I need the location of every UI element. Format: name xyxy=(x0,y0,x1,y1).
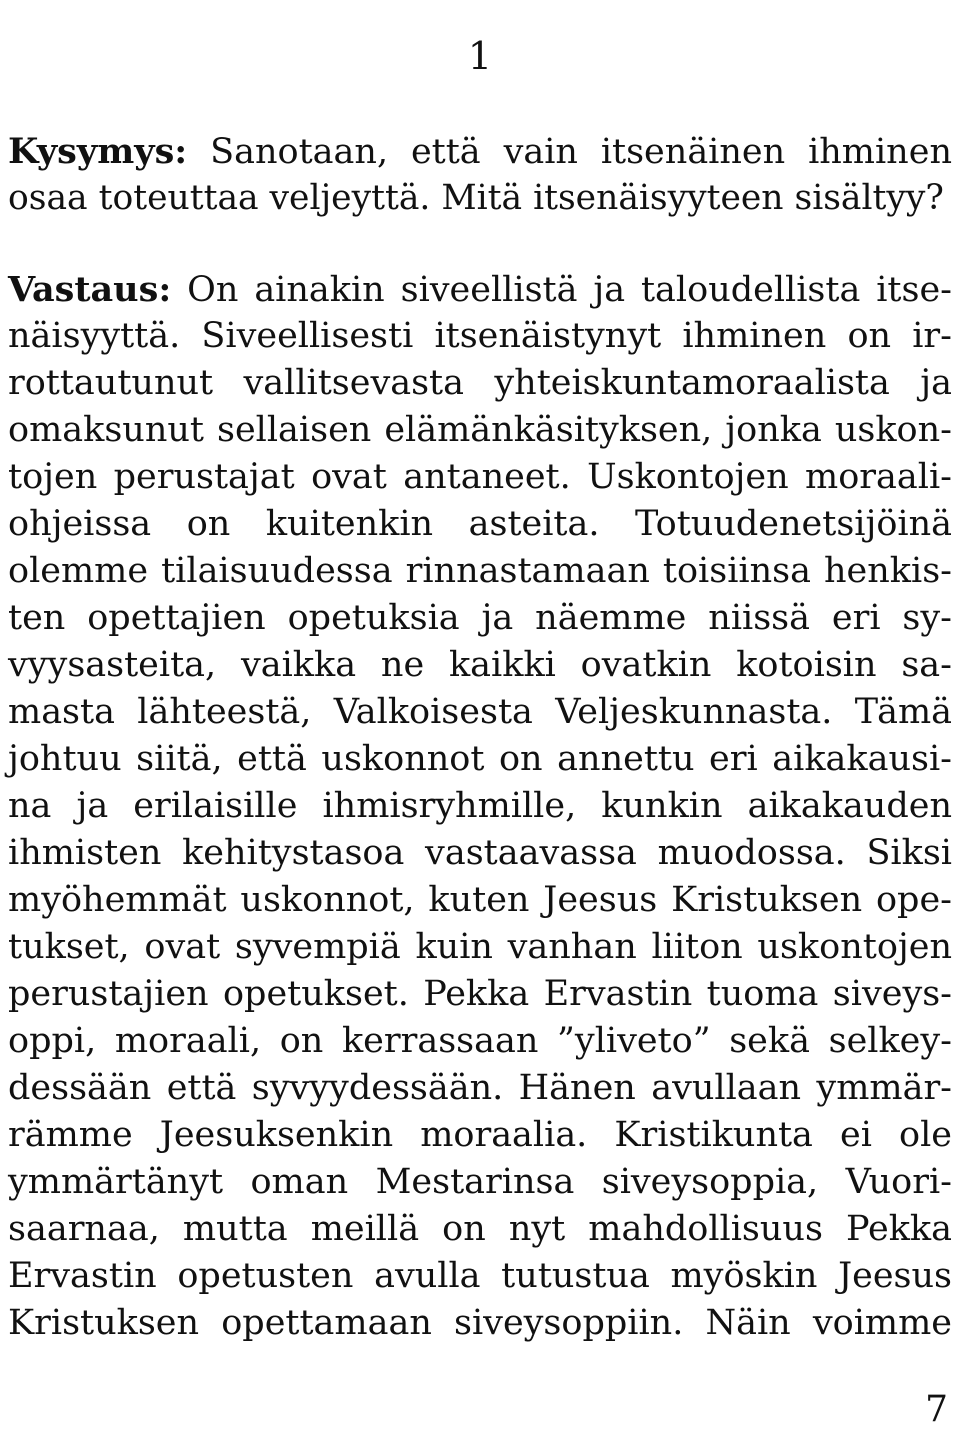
answer-line: tojen perustajat ovat antaneet. Uskontojen moraali- xyxy=(8,457,952,497)
answer-line: perustajien opetukset. Pekka Ervastin tuoma siveys- xyxy=(8,974,952,1014)
answer-line: Kristuksen opettamaan siveysoppiin. Näin voimme xyxy=(8,1303,952,1343)
answer-line: Ervastin opetusten avulla tutustua myöskin Jeesus xyxy=(8,1256,952,1296)
page-number-top: 1 xyxy=(467,34,493,78)
answer-line: myöhemmät uskonnot, kuten Jeesus Kristuksen ope- xyxy=(8,880,952,920)
answer-line: dessään että syvyydessään. Hänen avullaan ymmär- xyxy=(8,1068,952,1108)
question-paragraph xyxy=(8,128,952,222)
page-number-bottom: 7 xyxy=(925,1389,948,1430)
answer-line: omaksunut sellaisen elämänkäsityksen, jonka uskon- xyxy=(8,410,952,450)
answer-line: oppi, moraali, on kerrassaan ”yliveto” sekä selkey- xyxy=(8,1021,952,1061)
answer-line: saarnaa, mutta meillä on nyt mahdollisuus Pekka xyxy=(8,1209,952,1249)
answer-line: näisyyttä. Siveellisesti itsenäistynyt ihminen on ir- xyxy=(8,316,952,356)
answer-paragraph xyxy=(8,266,952,1347)
answer-line: ten opettajien opetuksia ja näemme niissä eri sy- xyxy=(8,598,952,638)
answer-line: ymmärtänyt oman Mestarinsa siveysoppia, Vuori- xyxy=(8,1162,952,1202)
answer-label: Vastaus: xyxy=(8,269,172,310)
answer-line: tukset, ovat syvempiä kuin vanhan liiton uskontojen xyxy=(8,927,952,967)
answer-line: ohjeissa on kuitenkin asteita. Totuudenetsijöinä xyxy=(8,504,952,544)
answer-line: rottautunut vallitsevasta yhteiskuntamoraalista ja xyxy=(8,363,952,403)
question-text: Sanotaan, että vain itsenäinen ihminen xyxy=(210,132,952,172)
answer-text: On ainakin siveellistä ja taloudellista itse- xyxy=(187,270,952,310)
question-line: osaa toteuttaa veljeyttä. Mitä itsenäisyyteen sisältyy? xyxy=(8,178,944,218)
answer-line: rämme Jeesuksenkin moraalia. Kristikunta ei ole xyxy=(8,1115,952,1155)
answer-line: vyysasteita, vaikka ne kaikki ovatkin kotoisin sa- xyxy=(8,645,952,685)
answer-line: johtuu siitä, että uskonnot on annettu eri aikakausi- xyxy=(8,739,952,779)
answer-line: na ja erilaisille ihmisryhmille, kunkin aikakauden xyxy=(8,786,952,826)
answer-line xyxy=(8,266,952,313)
question-line xyxy=(8,128,952,175)
question-label: Kysymys: xyxy=(8,131,188,172)
answer-line: ihmisten kehitystasoa vastaavassa muodossa. Siksi xyxy=(8,833,952,873)
answer-line: masta lähteestä, Valkoisesta Veljeskunnasta. Tämä xyxy=(8,692,952,732)
answer-line: olemme tilaisuudessa rinnastamaan toisiinsa henkis- xyxy=(8,551,952,591)
